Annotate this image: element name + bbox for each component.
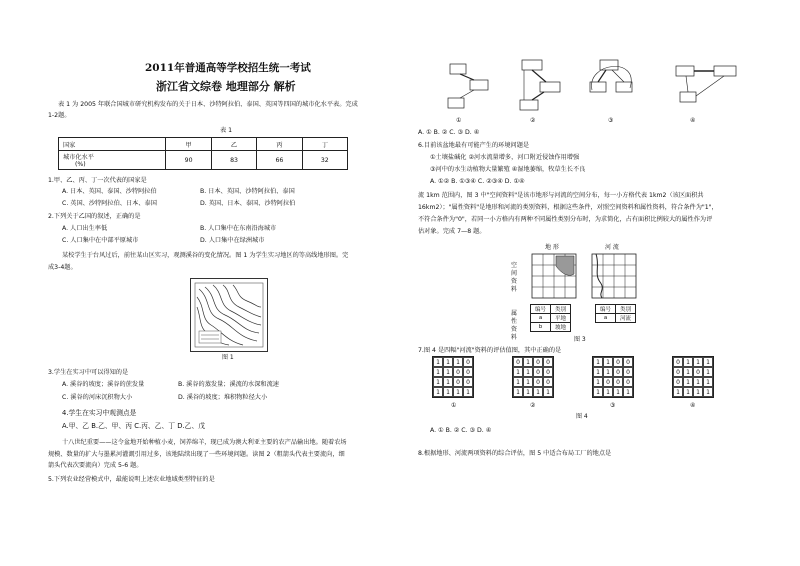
question-stem: 3.学生在实习中可以得知的是: [48, 369, 129, 376]
table-header: 丁: [302, 138, 347, 151]
grid-cell: 1: [433, 367, 443, 377]
option: B. 人口集中在东南沿海城市: [200, 225, 277, 232]
spatial-data-grids: [530, 252, 640, 300]
grid-cell: 0: [543, 367, 553, 377]
grid-cell: 1: [603, 357, 613, 367]
table-header: 国家: [59, 138, 166, 151]
grid-cell: 1: [443, 377, 453, 387]
grid-cell: 1: [703, 357, 713, 367]
grid-cell: 0: [513, 357, 523, 367]
grid-cell: 0: [613, 377, 623, 387]
figure-caption: 图 1: [222, 354, 234, 361]
grid-label: ③: [610, 402, 616, 409]
question-stem: 2.下列关于乙国的叙述，正确的是: [48, 213, 141, 220]
question-stem: 5.下列农业经营模式中，最能说明上述农业地域类型特征的是: [48, 476, 215, 483]
grid-cell: 0: [673, 357, 683, 367]
urbanization-table: [58, 137, 348, 170]
diagram-2: [520, 60, 560, 110]
diagram-label: ④: [690, 117, 696, 124]
grid-cell: 1: [523, 387, 533, 397]
grid-cell: 1: [683, 387, 693, 397]
grid-cell: 0: [463, 377, 473, 387]
grid-cell: 1: [593, 387, 603, 397]
grid-cell: 1: [543, 387, 553, 397]
diagram-3: [590, 60, 632, 92]
farming-mode-diagrams: [440, 52, 750, 122]
grid-cell: 1: [513, 367, 523, 377]
option: B. 日本、英国、沙特阿拉伯、泰国: [200, 188, 295, 195]
option: D. 英国、日本、泰国、沙特阿拉伯: [200, 200, 296, 207]
grid-cell: 0: [453, 367, 463, 377]
grid-cell: 0: [533, 367, 543, 377]
question-stem: 8.根据地形、河流两项资料的综合评估，图 5 中适合布局工厂的地点是: [418, 450, 612, 457]
grid-cell: 1: [593, 367, 603, 377]
option: A.甲、乙 B.乙、甲、丙 C.丙、乙、丁 D.乙、戊: [62, 422, 206, 430]
contour-map-figure: [190, 278, 268, 352]
option: C. 人口集中在中部平原城市: [62, 237, 139, 244]
grid-cell: 0: [463, 367, 473, 377]
grid-cell: 0: [673, 367, 683, 377]
grid-cell: 1: [523, 377, 533, 387]
attr-header: 编号: [596, 305, 616, 314]
grid-cell: 1: [693, 387, 703, 397]
terrain-grid: [532, 254, 576, 298]
table-cell: 83: [211, 151, 256, 170]
grid-cell: 0: [693, 367, 703, 377]
grid-label: ④: [690, 402, 696, 409]
grid-cell: 1: [693, 357, 703, 367]
figure-caption: 图 4: [576, 413, 588, 420]
grid-cell: 0: [603, 377, 613, 387]
table-cell: 90: [166, 151, 211, 170]
intro-line: 16km2）；"属性资料"是地形和河流的类别资料，根据这些条件，对照空间资料和属性资料，符合条件为"1"，: [418, 204, 718, 211]
grid-cell: 0: [623, 357, 633, 367]
grid-cell: 0: [533, 357, 543, 367]
exam-subtitle: 浙江省文综卷 地理部分 解析: [156, 80, 296, 93]
intro-line: 不符合条件为"0"，若同一小方格内有两种不同属性类别分布时，为求简化，占有面积比例较大的属性作为评: [418, 216, 713, 223]
diagram-4: [676, 66, 736, 102]
row-label: [59, 151, 166, 170]
table-header: 乙: [211, 138, 256, 151]
grid-cell: 1: [443, 367, 453, 377]
intro-line: 估对象。完成 7—8 题。: [418, 228, 486, 235]
grid-cell: 1: [603, 387, 613, 397]
grid-label: ①: [451, 402, 457, 409]
attr-cell: 坡地: [551, 323, 571, 332]
grid-cell: 0: [613, 367, 623, 377]
grid-cell: 1: [443, 387, 453, 397]
grid-cell: 0: [613, 357, 623, 367]
grid-cell: 1: [593, 377, 603, 387]
grid-cell: 1: [523, 367, 533, 377]
option: ③河中的水生动植物大量繁殖 ④湿地萎缩，牧草生长不良: [430, 166, 586, 173]
table-caption: 表 1: [220, 127, 233, 134]
option: D. 溪谷的坡度；堆积物粒径大小: [178, 394, 268, 401]
attr-cell: 河流: [616, 314, 636, 323]
grid-cell: 1: [593, 357, 603, 367]
grid-cell: 0: [673, 377, 683, 387]
grid-cell: 1: [673, 387, 683, 397]
diagram-label: ②: [530, 117, 536, 124]
grid-cell: 1: [433, 357, 443, 367]
question-stem: 1.甲、乙、丙、丁一次代表的国家是: [48, 177, 147, 184]
attr-header: 类别: [616, 305, 636, 314]
intro-line: 箭头代表次要流向）完成 5-6 题。: [48, 462, 143, 469]
grid-cell: 0: [543, 357, 553, 367]
option: A. ① B. ② C. ③ D. ④: [418, 129, 480, 136]
grid-cell: 1: [443, 357, 453, 367]
table-cell: 66: [257, 151, 302, 170]
grid-cell: 0: [623, 377, 633, 387]
contour-map: [191, 279, 267, 351]
grid-cell: 1: [613, 387, 623, 397]
grid-cell: 1: [513, 377, 523, 387]
option: D. 人口集中在绿洲城市: [200, 237, 265, 244]
row-label-line: 城市化水平: [63, 154, 94, 161]
grid-cell: 1: [513, 387, 523, 397]
attr-cell: a: [531, 314, 551, 323]
question-stem: 6.目前该盆地最有可能产生的环境问题是: [418, 142, 530, 149]
figure-caption: 图 3: [574, 336, 586, 343]
grid-cell: 1: [623, 387, 633, 397]
table-header: 甲: [166, 138, 211, 151]
grid-cell: 1: [683, 357, 693, 367]
grid-cell: 1: [533, 387, 543, 397]
row-label-line: (%): [75, 161, 86, 168]
river-attribute-table: [595, 304, 636, 323]
diagram-1: [448, 64, 488, 108]
option: C. 英国、沙特阿拉伯、日本、泰国: [62, 200, 157, 207]
grid-cell: 1: [703, 387, 713, 397]
evaluation-grid: [432, 356, 474, 398]
option: C. 溪谷的河床沉积物大小: [62, 394, 133, 401]
grid-cell: 0: [533, 377, 543, 387]
diagram-label: ③: [608, 117, 614, 124]
fig3-header: 地 形: [545, 244, 559, 251]
fig3-header: 河 流: [605, 244, 619, 251]
grid-cell: 1: [523, 357, 533, 367]
option: A. 溪谷的坡度；溪谷的蔗发量: [62, 381, 145, 388]
attr-header: 类别: [551, 305, 571, 314]
intro-line: 流 1km 范围内，图 3 中"空间资料"是该市地形与河流的空间分布，每一小方格代表 1km2（该区面积共: [418, 192, 704, 199]
fig3-side-label: 属性资料: [511, 310, 518, 341]
grid-cell: 1: [433, 387, 443, 397]
option: ①土壤盐碱化 ②河水流量增多，河口附近侵蚀作用增强: [430, 154, 580, 161]
grid-cell: 1: [453, 357, 463, 367]
attr-cell: b: [531, 323, 551, 332]
intro-line: 1-2题。: [48, 112, 71, 119]
question-stem: 7.图 4 是四幅"河流"资料的评估值图，其中正确的是: [418, 347, 562, 354]
option: A. ① B. ② C. ③ D. ④: [430, 427, 492, 434]
grid-cell: 1: [703, 377, 713, 387]
river-grid: [592, 254, 636, 298]
diagram-label: ①: [456, 117, 462, 124]
fig3-side-label: 空间资料: [511, 262, 518, 293]
terrain-attribute-table: [530, 304, 571, 332]
grid-label: ②: [530, 402, 536, 409]
grid-cell: 1: [703, 367, 713, 377]
evaluation-grid: [592, 356, 634, 398]
attr-cell: 平地: [551, 314, 571, 323]
grid-cell: 1: [693, 377, 703, 387]
grid-cell: 1: [453, 387, 463, 397]
grid-cell: 1: [463, 387, 473, 397]
grid-cell: 0: [463, 357, 473, 367]
option: A. 日本、英国、泰国、沙特阿拉伯: [62, 188, 157, 195]
exam-title: 2011年普通高等学校招生统一考试: [145, 62, 311, 74]
intro-line: 表 1 为 2005 年联合国城市研究机构发布的关于日本、沙特阿拉伯、泰国、英国等四国的城市化水平表。完成: [58, 101, 358, 108]
grid-cell: 1: [683, 367, 693, 377]
intro-line: 规模、数量的扩大与墨累河灌溉引用过多，该地陆续出现了一些环境问题。读图 2（粗箭头代表主要流向，细: [48, 451, 345, 458]
intro-line: 某校学生于台风过后，前往某山区实习，观测溪谷的变化情况。图 1 为学生实习地区的等高线地形图。完: [62, 252, 349, 259]
option: A. 人口出生率低: [62, 225, 108, 232]
evaluation-grid: [672, 356, 714, 398]
table-cell: 32: [302, 151, 347, 170]
option: A. ①② B. ①③④ C. ②③④ D. ①④: [430, 178, 525, 185]
option: B. 溪谷的蒸发量；溪流的水深和流速: [178, 381, 279, 388]
grid-cell: 0: [623, 367, 633, 377]
attr-header: 编号: [531, 305, 551, 314]
intro-line: 成3-4题。: [48, 264, 77, 271]
grid-cell: 1: [433, 377, 443, 387]
intro-line: 十八世纪重要——这令盆地开始种植小麦，饲养绵羊，现已成为澳大利亚主要的农产品输出地。随着农场: [62, 439, 347, 446]
evaluation-grid: [512, 356, 554, 398]
table-header: 丙: [257, 138, 302, 151]
attr-cell: a: [596, 314, 616, 323]
grid-cell: 1: [683, 377, 693, 387]
grid-cell: 1: [603, 367, 613, 377]
question-stem: 4.学生在实习中观测点是: [62, 409, 137, 417]
grid-cell: 0: [543, 377, 553, 387]
grid-cell: 0: [453, 377, 463, 387]
